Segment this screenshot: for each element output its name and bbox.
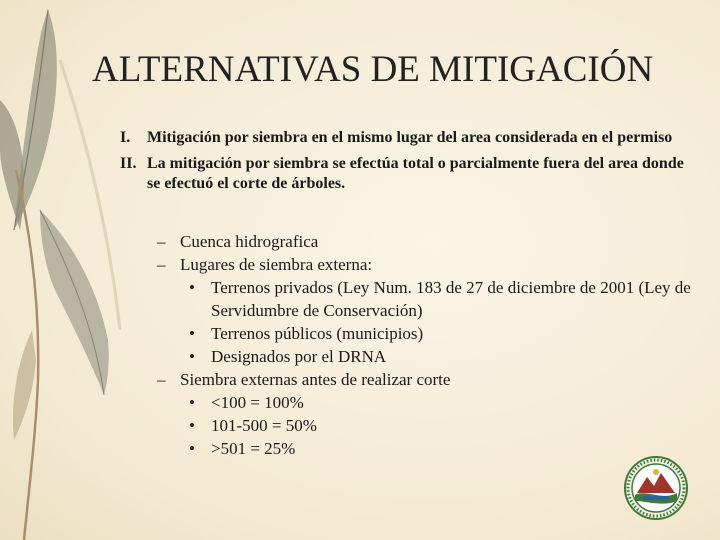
main-points — [120, 128, 700, 200]
bullet-item-designados — [157, 345, 702, 368]
point-text: Mitigación por siembra en el mismo lugar del area considerada en el permiso — [147, 129, 673, 146]
bullet-text: Terrenos públicos (municipios) — [211, 324, 424, 343]
sub-item-cuenca — [157, 230, 702, 253]
bullet-item-terrenos-privados — [157, 276, 702, 322]
bullet-marker: • — [189, 278, 195, 297]
bullet-item-lt100 — [157, 391, 702, 414]
point-text: La mitigación por siembra se efectúa total o parcialmente fuera del area donde se efectuó el corte de árboles. — [147, 155, 684, 192]
point-number: I. — [120, 129, 131, 146]
bullet-text: <100 = 100% — [211, 393, 304, 412]
dash-marker: – — [157, 255, 166, 274]
bullet-text: 101-500 = 50% — [211, 416, 317, 435]
main-point-1 — [120, 128, 700, 148]
sub-item-siembra-externas — [157, 368, 702, 391]
bullet-marker: • — [189, 416, 195, 435]
sub-item-text: Lugares de siembra externa: — [180, 255, 373, 274]
dash-marker: – — [157, 232, 166, 251]
sub-item-lugares — [157, 253, 702, 276]
sub-points — [157, 230, 702, 460]
dash-marker: – — [157, 370, 166, 389]
main-point-2 — [120, 154, 700, 194]
bullet-text: Designados por el DRNA — [211, 347, 387, 366]
sub-item-text: Cuenca hidrografica — [180, 232, 319, 251]
point-number: II. — [120, 155, 137, 172]
drna-seal-logo — [623, 455, 689, 521]
bullet-item-terrenos-publicos — [157, 322, 702, 345]
bullet-text: >501 = 25% — [211, 439, 296, 458]
bullet-text: Terrenos privados (Ley Num. 183 de 27 de diciembre de 2001 (Ley de Servidumbre de Conservación) — [211, 278, 691, 320]
bullet-item-gt501 — [157, 437, 702, 460]
bullet-marker: • — [189, 439, 195, 458]
slide-title: ALTERNATIVAS DE MITIGACIÓN — [92, 49, 654, 90]
bullet-marker: • — [189, 393, 195, 412]
bullet-marker: • — [189, 324, 195, 343]
bullet-item-101-500 — [157, 414, 702, 437]
bullet-marker: • — [189, 347, 195, 366]
sub-item-text: Siembra externas antes de realizar corte — [180, 370, 451, 389]
